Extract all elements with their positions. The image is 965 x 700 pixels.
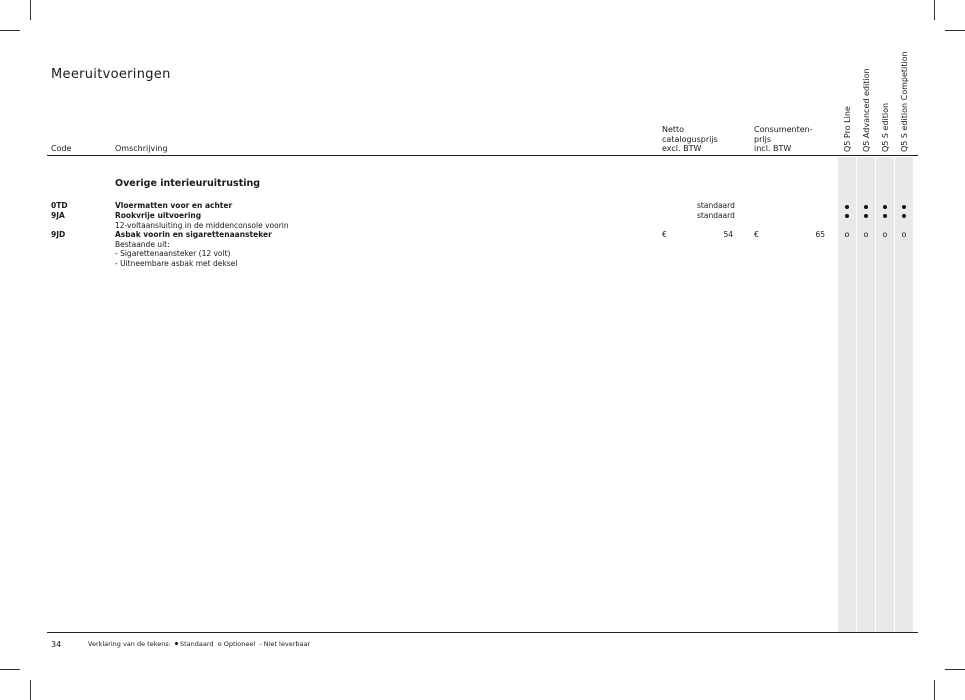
row-detail: Bestaande uit: [115, 239, 170, 249]
optional-mark: o [863, 230, 869, 239]
legend-standard: Standaard [179, 640, 214, 648]
optional-mark: o [882, 230, 888, 239]
net-price-label: standaard [697, 201, 735, 210]
variant-column-shade [876, 157, 894, 632]
consumer-price-line: incl. BTW [754, 144, 792, 153]
net-price-line: catalogusprijs [662, 134, 718, 144]
column-header-code: Code [51, 144, 72, 153]
currency-symbol: € [662, 230, 667, 239]
standard-mark [864, 205, 868, 209]
crop-mark [30, 0, 31, 20]
currency-symbol: € [754, 230, 759, 239]
column-header-variant: Q5 S edition [881, 102, 890, 152]
column-header-net-price [662, 125, 718, 154]
legend-prefix: Verklaring van de tekens: [88, 640, 171, 648]
variant-column-shade [838, 157, 856, 632]
consumer-price-line: Consumenten- [754, 125, 813, 134]
variant-column-shade [895, 157, 913, 632]
crop-mark [934, 0, 935, 20]
row-detail: - Sigarettenaansteker (12 volt) [115, 249, 231, 258]
column-header-variant: Q5 S edition Competition [900, 51, 909, 152]
standard-mark [883, 214, 887, 218]
page-title: Meeruitvoeringen [51, 67, 171, 82]
row-code: 9JA [51, 211, 65, 220]
legend-optional: o Optioneel [217, 640, 256, 648]
row-detail: 12-voltaansluiting in de middenconsole voorin [115, 220, 289, 230]
row-code: 0TD [51, 201, 68, 210]
net-price-line: excl. BTW [662, 144, 702, 153]
footer-rule [47, 632, 918, 633]
crop-mark [0, 30, 20, 31]
column-header-description: Omschrijving [115, 144, 168, 153]
crop-mark [0, 669, 20, 670]
standard-mark [902, 205, 906, 209]
column-header-variant: Q5 Pro Line [843, 106, 852, 152]
net-price-line: Netto [662, 125, 685, 134]
row-name: Asbak voorin en sigarettenaansteker [115, 230, 272, 239]
standard-mark [845, 214, 849, 218]
section-title: Overige interieuruitrusting [115, 178, 261, 189]
column-header-consumer-price [754, 125, 813, 154]
header-rule [47, 155, 918, 156]
column-header-variant: Q5 Advanced edition [862, 68, 871, 152]
optional-mark: o [901, 230, 907, 239]
crop-mark [945, 669, 965, 670]
standard-mark [845, 205, 849, 209]
page-number: 34 [51, 640, 62, 649]
net-price-value: 54 [723, 230, 733, 239]
standard-dot-icon [175, 642, 178, 645]
standard-mark [864, 214, 868, 218]
row-code: 9JD [51, 230, 66, 239]
crop-mark [945, 30, 965, 31]
consumer-price-line: prijs [754, 134, 771, 144]
standard-mark [902, 214, 906, 218]
optional-mark: o [844, 230, 850, 239]
row-name: Vloermatten voor en achter [115, 201, 233, 210]
crop-mark [30, 680, 31, 700]
net-price-label: standaard [697, 211, 735, 220]
row-detail: - Uitneembare asbak met deksel [115, 258, 238, 268]
legend-unavailable: - Niet leverbaar [259, 640, 311, 648]
standard-mark [883, 205, 887, 209]
consumer-price-value: 65 [815, 230, 825, 239]
variant-column-shade [857, 157, 875, 632]
crop-mark [934, 680, 935, 700]
row-name: Rookvrije uitvoering [115, 211, 202, 220]
legend [88, 640, 310, 648]
